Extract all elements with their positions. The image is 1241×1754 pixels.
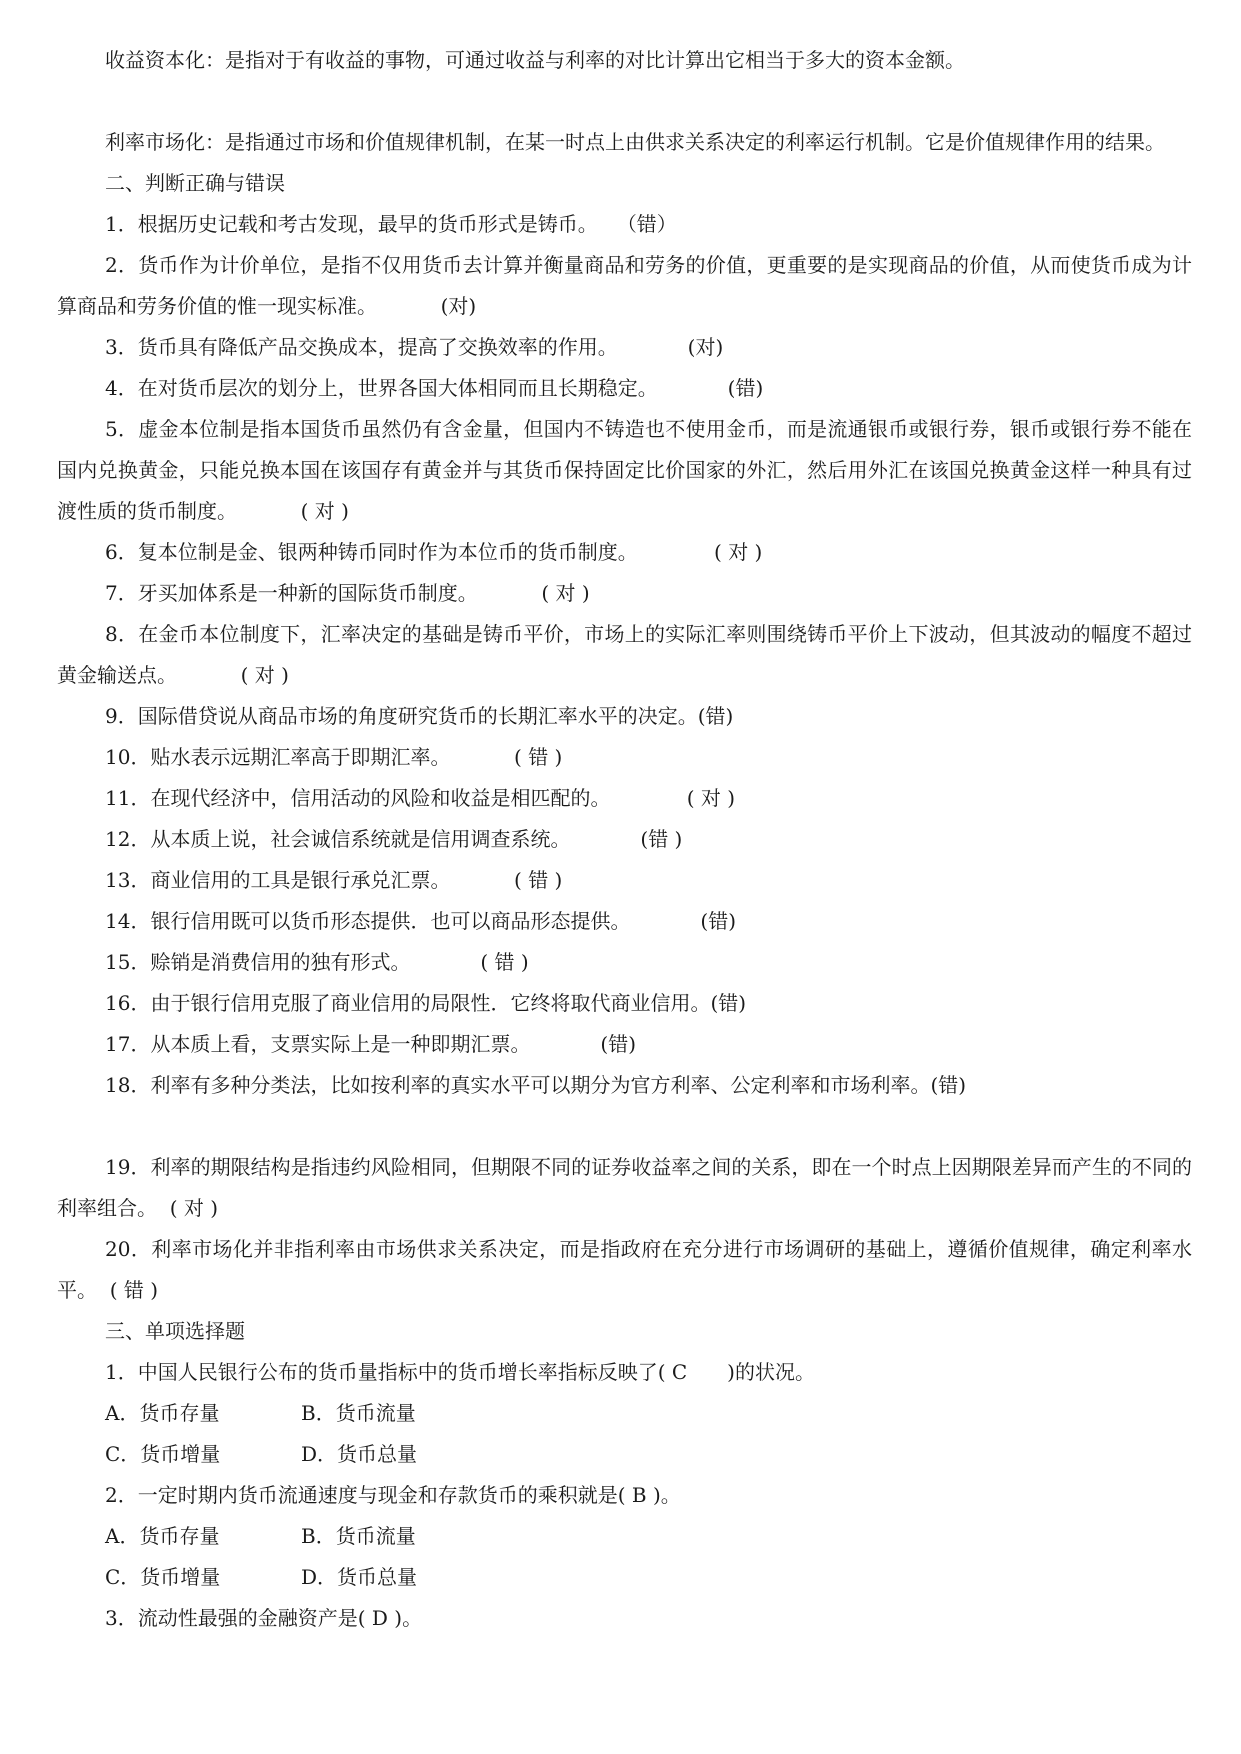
tf-answer: (错)	[727, 376, 764, 400]
tf-answer: ( 对 )	[300, 499, 349, 523]
definition-rate-marketization: 利率市场化：是指通过市场和价值规律机制，在某一时点上由供求关系决定的利率运行机制。它是价值规律作用的结果。	[105, 130, 1165, 154]
tf-item-2: 2．货币作为计价单位，是指不仅用货币去计算并衡量商品和劳务的价值，更重要的是实现商品的价值，从而使货币成为计算商品和劳务价值的惟一现实标准。 (对)	[57, 253, 1192, 318]
tf-item-13: 13．商业信用的工具是银行承兑汇票。 ( 错 )	[105, 868, 563, 892]
tf-item-7: 7．牙买加体系是一种新的国际货币制度。 ( 对 )	[105, 581, 590, 605]
tf-answer: ( 错 )	[514, 745, 563, 769]
tf-answer: (错 )	[640, 827, 683, 851]
mc-option: C．货币增量	[105, 1565, 221, 1589]
section-heading-true-false: 二、判断正确与错误	[105, 171, 285, 195]
tf-item-8: 8．在金币本位制度下，汇率决定的基础是铸币平价，市场上的实际汇率则围绕铸币平价上下波动，但其波动的幅度不超过黄金输送点。 ( 对 )	[57, 622, 1192, 687]
mc-option: C．货币增量	[105, 1442, 221, 1466]
tf-answer: (对)	[687, 335, 724, 359]
definition-capitalization: 收益资本化：是指对于有收益的事物，可通过收益与利率的对比计算出它相当于多大的资本金额。	[105, 48, 965, 72]
tf-answer: ( 对 )	[714, 540, 763, 564]
tf-item-16: 16．由于银行信用克服了商业信用的局限性．它终将取代商业信用。(错)	[105, 991, 747, 1015]
mc-options-row	[57, 1557, 1192, 1598]
tf-item-20: 20．利率市场化并非指利率由市场供求关系决定，而是指政府在充分进行市场调研的基础上，遵循价值规律，确定利率水平。 ( 错 )	[57, 1237, 1192, 1302]
tf-answer: ( 对 )	[240, 663, 289, 687]
mc-options-row	[57, 1434, 1192, 1475]
tf-item-17: 17．从本质上看，支票实际上是一种即期汇票。 (错)	[105, 1032, 636, 1056]
tf-answer: (对)	[440, 294, 477, 318]
tf-answer: ( 对 )	[686, 786, 736, 810]
tf-item-4: 4．在对货币层次的划分上，世界各国大体相同而且长期稳定。 (错)	[105, 376, 764, 400]
mc-options-row	[57, 1393, 1192, 1434]
tf-item-15: 15．赊销是消费信用的独有形式。 ( 错 )	[105, 950, 529, 974]
tf-answer: （错）	[616, 212, 677, 236]
tf-answer: ( 对 )	[541, 581, 590, 605]
spacer	[57, 81, 1192, 122]
tf-answer: ( 错 )	[109, 1278, 159, 1302]
tf-answer: (错)	[700, 909, 736, 933]
tf-item-18: 18．利率有多种分类法，比如按利率的真实水平可以期分为官方利率、公定利率和市场利率。(错)	[105, 1073, 967, 1097]
spacer	[57, 1106, 1192, 1147]
mc-question-2: 2．一定时期内货币流通速度与现金和存款货币的乘积就是( B )。	[105, 1483, 681, 1507]
tf-item-5: 5．虚金本位制是指本国货币虽然仍有含金量，但国内不铸造也不使用金币，而是流通银币或银行券，银币或银行券不能在国内兑换黄金，只能兑换本国在该国存有黄金并与其货币保持固定比价国家的外汇，然后用外汇在该国兑换黄金这样一种具有过渡性质的货币制度。 ( 对 )	[57, 417, 1192, 523]
mc-options-row	[57, 1516, 1192, 1557]
tf-item-19: 19．利率的期限结构是指违约风险相同，但期限不同的证券收益率之间的关系，即在一个时点上因期限差异而产生的不同的利率组合。 ( 对 )	[57, 1155, 1192, 1220]
section-heading-single-choice: 三、单项选择题	[105, 1319, 245, 1343]
document-page	[57, 40, 1192, 1639]
mc-option: A．货币存量	[105, 1401, 220, 1425]
mc-question-1: 1．中国人民银行公布的货币量指标中的货币增长率指标反映了( C )的状况。	[105, 1360, 815, 1384]
tf-item-6: 6．复本位制是金、银两种铸币同时作为本位币的货币制度。 ( 对 )	[105, 540, 763, 564]
mc-question-3: 3．流动性最强的金融资产是( D )。	[105, 1606, 423, 1630]
tf-answer	[598, 212, 617, 236]
tf-answer: ( 错 )	[480, 950, 529, 974]
tf-item-10: 10．贴水表示远期汇率高于即期汇率。 ( 错 )	[105, 745, 563, 769]
tf-item-1: 1．根据历史记载和考古发现，最早的货币形式是铸币。 （错）	[105, 212, 677, 236]
tf-answer: (错)	[710, 991, 747, 1015]
tf-item-11: 11．在现代经济中，信用活动的风险和收益是相匹配的。 ( 对 )	[105, 786, 736, 810]
tf-answer: ( 对 )	[169, 1196, 219, 1220]
mc-option: B．货币流量	[301, 1524, 416, 1548]
mc-option: A．货币存量	[105, 1524, 220, 1548]
tf-item-3: 3．货币具有降低产品交换成本，提高了交换效率的作用。 (对)	[105, 335, 724, 359]
tf-item-9: 9．国际借贷说从商品市场的角度研究货币的长期汇率水平的决定。(错)	[105, 704, 734, 728]
mc-option: B．货币流量	[301, 1401, 416, 1425]
mc-option: D．货币总量	[301, 1442, 418, 1466]
tf-answer: ( 错 )	[514, 868, 563, 892]
tf-answer: (错)	[930, 1073, 967, 1097]
mc-option: D．货币总量	[301, 1565, 418, 1589]
tf-item-12: 12．从本质上说，社会诚信系统就是信用调查系统。 (错 )	[105, 827, 683, 851]
tf-item-14: 14．银行信用既可以货币形态提供．也可以商品形态提供。 (错)	[105, 909, 736, 933]
tf-answer: (错)	[600, 1032, 636, 1056]
tf-answer: (错)	[697, 704, 734, 728]
